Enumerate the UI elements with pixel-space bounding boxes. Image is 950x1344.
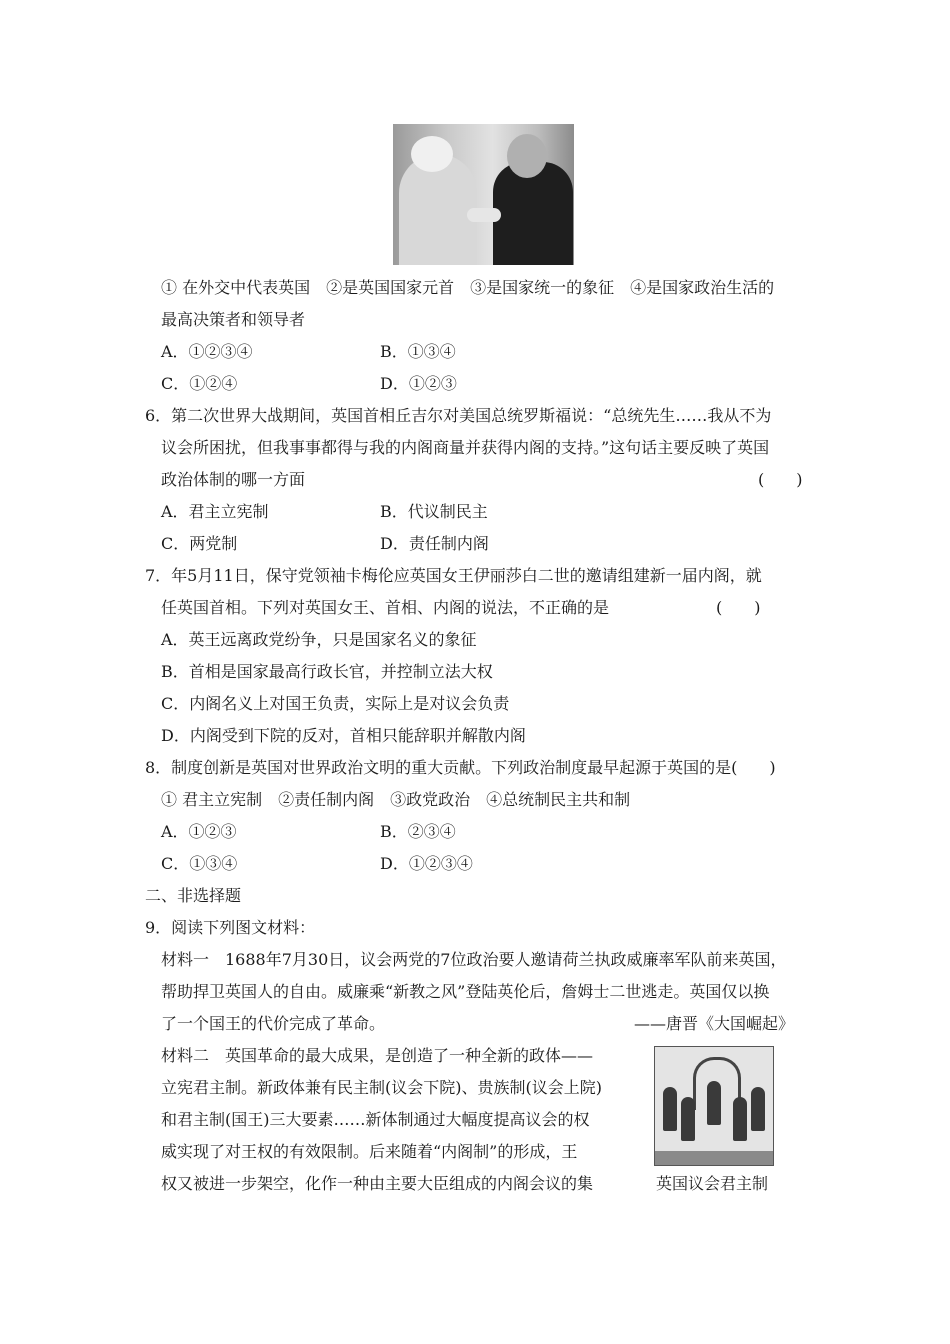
q8-option-a: A．①②③ xyxy=(161,822,237,841)
q9-material1-line2: 帮助捍卫英国人的自由。威廉乘“新教之风”登陆英伦后，詹姆士二世逃走。英国仅以换 xyxy=(161,982,770,1001)
q6-stem-line2: 议会所困扰，但我事事都得与我的内阁商量并获得内阁的支持。”这句话主要反映了英国 xyxy=(161,438,770,457)
q9-material1-line3: 了一个国王的代价完成了革命。 xyxy=(161,1014,386,1033)
queen-head xyxy=(411,136,453,172)
q5-option-a: A．①②③④ xyxy=(161,342,253,361)
illustration-figure xyxy=(707,1081,721,1125)
q6-option-d: D．责任制内阁 xyxy=(380,534,489,553)
q8-option-d: D．①②③④ xyxy=(380,854,473,873)
q6-option-b: B．代议制民主 xyxy=(380,502,488,521)
diplomatic-meeting-photo xyxy=(393,124,574,265)
illustration-figure xyxy=(733,1097,747,1141)
q9-material2-line1: 材料二 英国革命的最大成果，是创造了一种全新的政体—— xyxy=(161,1046,594,1065)
q6-option-c: C．两党制 xyxy=(161,534,238,553)
q9-material2-line3: 和君主制(国王)三大要素……新体制通过大幅度提高议会的权 xyxy=(161,1110,590,1129)
section-heading: 二、非选择题 xyxy=(145,886,242,905)
illustration-figure xyxy=(751,1087,765,1131)
q5-statements-line1: ① 在外交中代表英国 ②是英国国家元首 ③是国家统一的象征 ④是国家政治生活的 xyxy=(161,278,775,297)
q7-option-b: B．首相是国家最高行政长官，并控制立法大权 xyxy=(161,662,493,681)
q8-option-b: B．②③④ xyxy=(380,822,456,841)
q6-stem-line1: 6．第二次世界大战期间，英国首相丘吉尔对美国总统罗斯福说：“总统先生……我从不为 xyxy=(145,406,772,425)
q7-stem-line1: 7．年5月11日，保守党领袖卡梅伦应英国女王伊丽莎白二世的邀请组建新一届内阁，就 xyxy=(145,566,762,585)
q5-option-c: C．①②④ xyxy=(161,374,238,393)
q5-option-d: D．①②③ xyxy=(380,374,457,393)
illustration-figure xyxy=(681,1097,695,1141)
q5-option-b: B．①③④ xyxy=(380,342,456,361)
illustration-caption: 英国议会君主制 xyxy=(656,1174,769,1193)
q9-material1-line1: 材料一 1688年7月30日，议会两党的7位政治要人邀请荷兰执政威廉率军队前来英国， xyxy=(161,950,787,969)
statesman-figure xyxy=(493,162,573,265)
illustration-floor xyxy=(655,1151,773,1165)
q6-option-a: A．君主立宪制 xyxy=(161,502,269,521)
statesman-head xyxy=(507,134,547,178)
q9-material2-line2: 立宪君主制。新政体兼有民主制(议会下院)、贵族制(议会上院) xyxy=(161,1078,602,1097)
q8-statements: ① 君主立宪制 ②责任制内阁 ③政党政治 ④总统制民主共和制 xyxy=(161,790,631,809)
parliament-illustration xyxy=(654,1046,774,1166)
q6-answer-paren: ( ) xyxy=(758,470,803,489)
q7-option-d: D．内阁受到下院的反对，首相只能辞职并解散内阁 xyxy=(161,726,526,745)
q9-material1-source: ——唐晋《大国崛起》 xyxy=(634,1014,795,1033)
q5-statements-line2: 最高决策者和领导者 xyxy=(161,310,306,329)
handshake xyxy=(467,208,501,222)
q7-option-a: A．英王远离政党纷争，只是国家名义的象征 xyxy=(161,630,477,649)
q8-stem: 8．制度创新是英国对世界政治文明的重大贡献。下列政治制度最早起源于英国的是( ) xyxy=(145,758,776,777)
q6-stem-line3: 政治体制的哪一方面 xyxy=(161,470,306,489)
illustration-figure xyxy=(663,1087,677,1131)
q8-option-c: C．①③④ xyxy=(161,854,238,873)
q9-material2-line5: 权又被进一步架空，化作一种由主要大臣组成的内阁会议的集 xyxy=(161,1174,594,1193)
q9-stem: 9．阅读下列图文材料： xyxy=(145,918,316,937)
q7-stem-line2: 任英国首相。下列对英国女王、首相、内阁的说法，不正确的是 xyxy=(161,598,610,617)
q7-option-c: C．内阁名义上对国王负责，实际上是对议会负责 xyxy=(161,694,510,713)
q7-answer-paren: ( ) xyxy=(716,598,761,617)
q9-material2-line4: 威实现了对王权的有效限制。后来随着“内阁制”的形成，王 xyxy=(161,1142,578,1161)
